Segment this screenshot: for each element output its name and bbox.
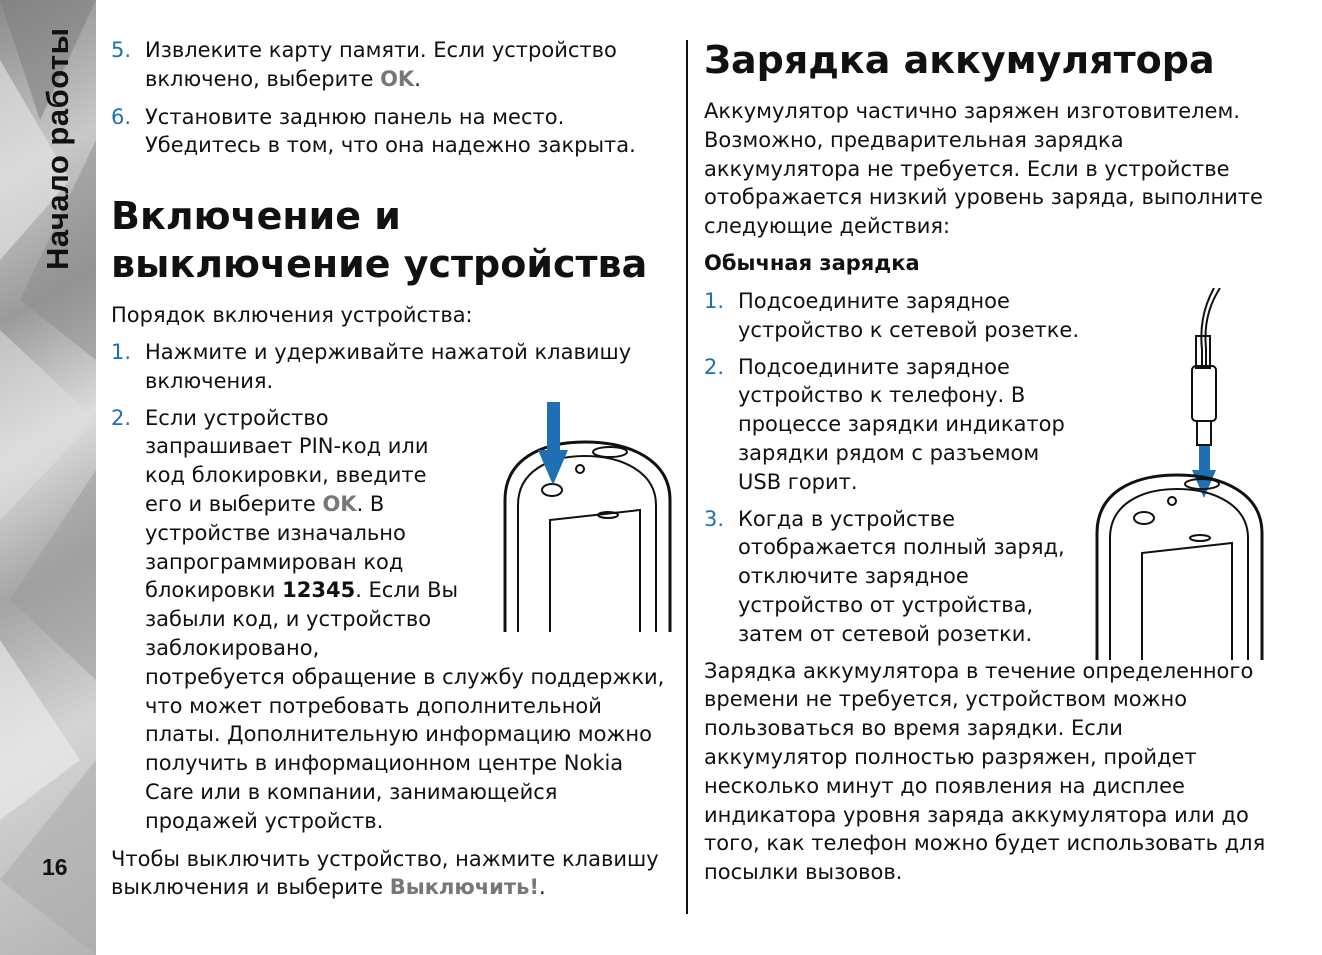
section-heading: Включение и выключение устройства: [111, 194, 648, 287]
outro-text: Чтобы выключить устройство, нажмите клавишу выключения и выберите Выключить!.: [111, 846, 659, 900]
page-number: 16: [42, 854, 68, 880]
list-item: 1. Подсоедините зарядное устройство к сетевой розетке.: [704, 288, 1080, 342]
intro-text: Аккумулятор частично заряжен изготовителем. Возможно, предварительная зарядка аккумулятора не требуется. Если в устройстве отображается низкий уровень заряда, выполните следующие действия:: [704, 99, 1263, 239]
column-divider: [686, 40, 688, 914]
list-item: 2. Подсоедините зарядное устройство к телефону. В процессе зарядки индикатор зарядки рядом с разъемом USB горит.: [704, 354, 1065, 494]
subheading: Обычная зарядка: [704, 250, 920, 275]
list-item: 5. Извлеките карту памяти. Если устройство включено, выберите OK.: [111, 38, 617, 91]
steps-top: [111, 36, 671, 160]
intro-text: Порядок включения устройства:: [111, 303, 473, 328]
phone-charging-illustration: [1092, 288, 1267, 660]
outro-text: Зарядка аккумулятора в течение определенного времени не требуется, устройством можно пользоваться во время зарядки. Если аккумулятор полностью разряжен, пройдет несколько минут до появления на дисплее индикатора уровня заряда аккумулятора или до того, как телефон можно будет использовать для посылки вызовов.: [704, 658, 1266, 885]
list-item: 6. Установите заднюю панель на место. Убедитесь в том, что она надежно закрыта.: [111, 104, 636, 158]
phone-power-key-illustration: [500, 400, 675, 632]
list-item: 1. Нажмите и удерживайте нажатой клавишу включения.: [111, 339, 632, 393]
section-heading: Зарядка аккумулятора: [704, 38, 1215, 82]
list-item: 3. Когда в устройстве отображается полный заряд, отключите зарядное устройство от устройства, затем от сетевой розетки.: [704, 506, 1065, 646]
sidebar: [0, 0, 96, 955]
list-item: 2. Если устройство запрашивает PIN-код или код блокировки, введите его и выберите OK. В устройстве изначально запрограммирован код блокировки 12345. Если Вы забыли код, и устройство заблокировано, потребуется обращение в службу поддержки, что может потребовать дополнительной платы. Дополнительную информацию можно получить в информационном центре Nokia Care или в компании, занимающейся продажей устройств.: [111, 404, 671, 836]
section-title: Начало работы: [40, 27, 75, 270]
